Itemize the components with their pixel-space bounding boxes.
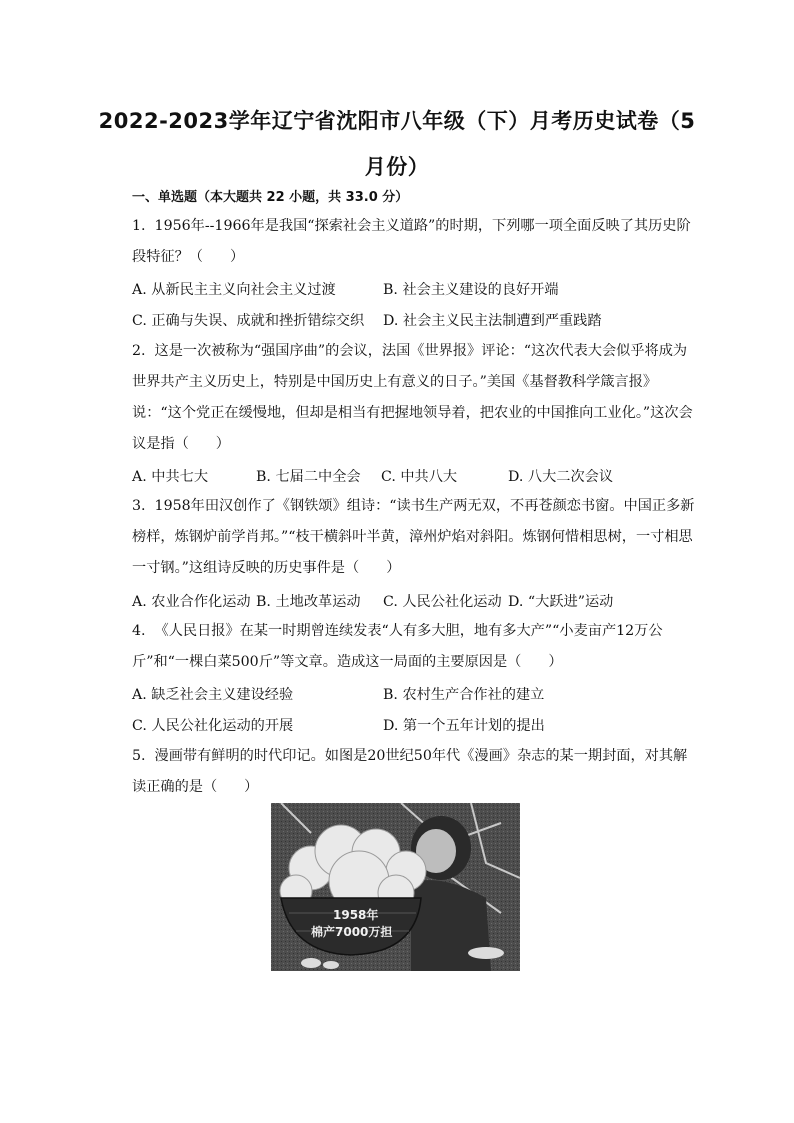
caption-line-1: 1958年 (333, 908, 379, 922)
option-d: D. 第一个五年计划的提出 (383, 717, 545, 734)
option-row (132, 273, 697, 304)
option-b: B. 土地改革运动 (256, 593, 361, 610)
question-4-options (132, 678, 697, 740)
cartoon-figure (271, 803, 520, 971)
option-b: B. 农村生产合作社的建立 (383, 686, 545, 703)
question-2-options (132, 460, 697, 491)
option-c: C. 中共八大 (381, 468, 458, 485)
option-b: B. 七届二中全会 (256, 468, 361, 485)
section-heading: 一、单选题（本大题共 22 小题，共 33.0 分） (132, 190, 409, 205)
option-a: A. 缺乏社会主义建设经验 (132, 686, 294, 703)
question-5-stem: 5. 漫画带有鲜明的时代印记。如图是20世纪50年代《漫画》杂志的某一期封面，对其解读正确的是（ ） (132, 748, 688, 795)
option-row (132, 585, 697, 616)
option-row (132, 304, 697, 335)
option-a: A. 农业合作化运动 (132, 593, 251, 610)
question-2-stem: 2. 这是一次被称为“强国序曲”的会议，法国《世界报》评论：“这次代表大会似乎将成为世界共产主义历史上，特别是中国历史上有意义的日子。”美国《基督教科学箴言报》说：“这个党正在缓慢地，但却是相当有把握地领导着，把农业的中国推向工业化。”这次会议是指（ ） (132, 343, 693, 452)
page-title: 2022-2023学年辽宁省沈阳市八年级（下）月考历史试卷（5月份） (98, 109, 696, 179)
option-c: C. 人民公社化运动 (383, 593, 502, 610)
question-1-stem: 1. 1956年--1966年是我国“探索社会主义道路”的时期，下列哪一项全面反映了其历史阶段特征？（ ） (132, 218, 691, 265)
option-b: B. 社会主义建设的良好开端 (383, 281, 559, 298)
cartoon-illustration (271, 803, 520, 971)
option-d: D. 八大二次会议 (508, 468, 614, 485)
question-3-stem: 3. 1958年田汉创作了《钢铁颂》组诗：“读书生产两无双，不再苍颜恋书窗。中国正多新榜样，炼钢炉前学肖邦。”“枝干横斜叶半黄，漳州炉焰对斜阳。炼钢何惜相思树，一寸相思一寸钢。”这组诗反映的历史事件是（ ） (132, 498, 695, 576)
option-c: C. 正确与失误、成就和挫折错综交织 (132, 312, 365, 329)
option-a: A. 从新民主主义向社会主义过渡 (132, 281, 336, 298)
option-d: D. “大跃进”运动 (508, 593, 614, 610)
option-a: A. 中共七大 (132, 468, 209, 485)
question-3-options (132, 585, 697, 616)
option-c: C. 人民公社化运动的开展 (132, 717, 294, 734)
option-row (132, 678, 697, 709)
option-row (132, 709, 697, 740)
question-4-stem: 4. 《人民日报》在某一时期曾连续发表“人有多大胆，地有多大产”“小麦亩产12万公斤”和“一棵白菜500斤”等文章。造成这一局面的主要原因是（ ） (132, 623, 663, 670)
option-d: D. 社会主义民主法制遭到严重践踏 (383, 312, 602, 329)
option-row (132, 460, 697, 491)
question-1-options (132, 273, 697, 335)
caption-line-2: 棉产7000万担 (311, 925, 393, 939)
